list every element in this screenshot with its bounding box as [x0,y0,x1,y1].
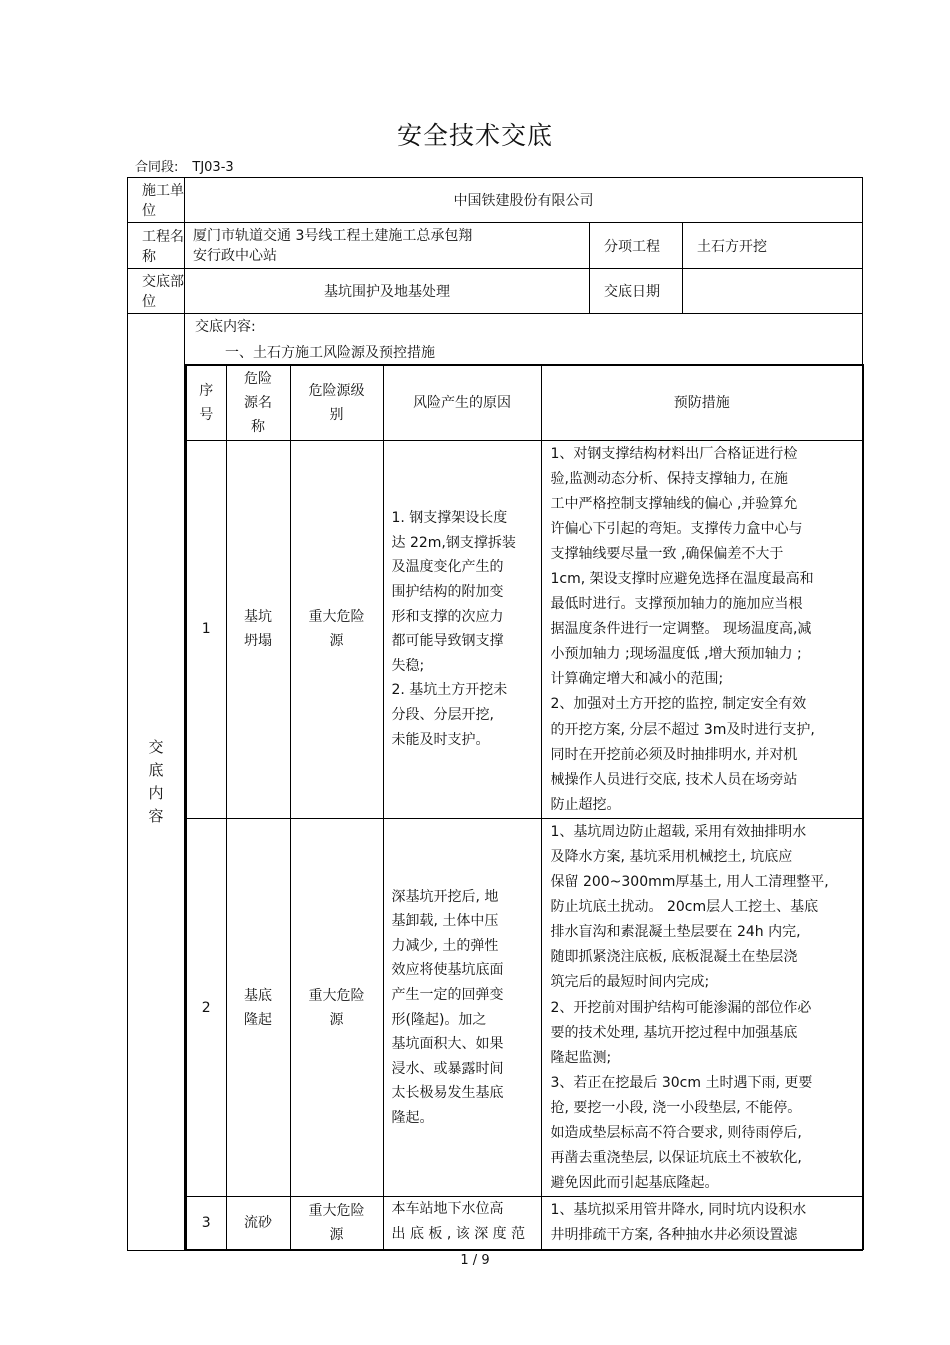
hazard-name: 流砂 [226,1197,290,1249]
row-no: 3 [186,1197,226,1249]
page-number: 1 / 9 [460,1253,490,1268]
project-line-2: 安行政中心站 [193,247,277,264]
risk-cause: 深基坑开挖后, 地 基卸载, 土体中压 力减少, 土的弹性 效应将使基坑底面 产生一定的回弹变 形(隆起)。加之 基坑面积大、如果 浸水、或暴露时间 太长极易发生基底 隆起。 [383,818,541,1196]
column-header-name: 危险 源名 称 [226,365,290,440]
risk-cause: 本车站地下水位高 出 底 板 , 该 深 度 范 [383,1197,541,1249]
project-label: 工程名称 [128,223,185,269]
part-value: 基坑围护及地基处理 [185,269,590,314]
unit-value: 中国铁建股份有限公司 [185,178,863,223]
hazard-name: 基底 隆起 [226,818,290,1196]
section-title: 一、土石方施工风险源及预控措施 [225,345,435,361]
column-header-measures: 预防措施 [541,365,863,440]
date-label: 交底日期 [590,269,683,314]
column-header-no: 序 号 [186,365,226,440]
contract-section [135,156,248,175]
table-row [186,440,863,818]
document-title: 安全技术交底 [396,121,553,150]
risk-cause: 1. 钢支撑架设长度 达 22m,钢支撑拆装 及温度变化产生的 围护结构的附加变 形和支撑的次应力 都可能导致钢支撑 失稳; 2. 基坑土方开挖未 分段、分层开挖, 未能及时支护。 [383,440,541,818]
table-row [186,818,863,1196]
unit-label: 施工单位 [128,178,185,223]
table-row [186,1197,863,1249]
risk-table [185,364,864,1250]
prevention-measures: 1、基坑拟采用管井降水, 同时坑内设积水 井明排疏干方案, 各种抽水井必须设置滤 [541,1197,863,1249]
subproject-value: 土石方开挖 [683,223,863,269]
project-value [185,223,590,269]
row-no: 2 [186,818,226,1196]
hazard-level: 重大危险 源 [290,440,383,818]
row-no: 1 [186,440,226,818]
part-label: 交底部位 [128,269,185,314]
content-heading: 交底内容: [195,319,256,335]
hazard-level: 重大危险 源 [290,1197,383,1249]
contract-label: 合同段: [135,160,179,175]
content-side-label: 交 底 内 容 [128,314,185,1251]
column-header-cause: 风险产生的原因 [383,365,541,440]
prevention-measures: 1、基坑周边防止超载, 采用有效抽排明水 及降水方案, 基坑采用机械挖土, 坑底应 保留 200~300mm厚基土, 用人工清理整平, 防止坑底土扰动。 20cm层人工挖土、基底 排水盲沟和素混凝土垫层要在 24h 内完, 随即抓紧浇注底板, 底板混凝土在垫层浇 筑完后的最短时间内完成; 2、开挖前对围护结构可能渗漏的部位作必 要的技术处理, 基坑开挖过程中加强基底 隆起监测; 3、若正在挖最后 30cm 土时遇下雨, 更要 抢, 要挖一小段, 浇一小段垫层, 不能停。 如造成垫层标高不符合要求, 则待雨停后, 再凿去重浇垫层, 以保证坑底土不被软化, 避免因此而引起基底隆起。 [541,818,863,1196]
contract-value: TJ03-3 [192,160,234,175]
hazard-level: 重大危险 源 [290,818,383,1196]
content-cell [185,314,863,1251]
hazard-name: 基坑 坍塌 [226,440,290,818]
risk-table-header [186,365,863,440]
project-line-1: 厦门市轨道交通 3号线工程土建施工总承包翔 [193,227,473,244]
date-value [683,269,863,314]
prevention-measures: 1、对钢支撑结构材料出厂合格证进行检 验,监测动态分析、保持支撑轴力, 在施 工中严格控制支撑轴线的偏心 ,并验算允 许偏心下引起的弯矩。支撑传力盒中心与 支撑轴线要尽量一致 ,确保偏差不大于 1cm, 架设支撑时应避免选择在温度最高和 最低时进行。支撑预加轴力的施加应当根 据温度条件进行一定调整。 现场温度高,减 小预加轴力 ;现场温度低 ,增大预加轴力 ; 计算确定增大和减小的范围; 2、加强对土方开挖的监控, 制定安全有效 的开挖方案, 分层不超过 3m及时进行支护, 同时在开挖前必须及时抽排明水, 并对机 械操作人员进行交底, 技术人员在场旁站 防止超挖。 [541,440,863,818]
subproject-label: 分项工程 [590,223,683,269]
column-header-level: 危险源级 别 [290,365,383,440]
disclosure-form [127,177,863,1251]
